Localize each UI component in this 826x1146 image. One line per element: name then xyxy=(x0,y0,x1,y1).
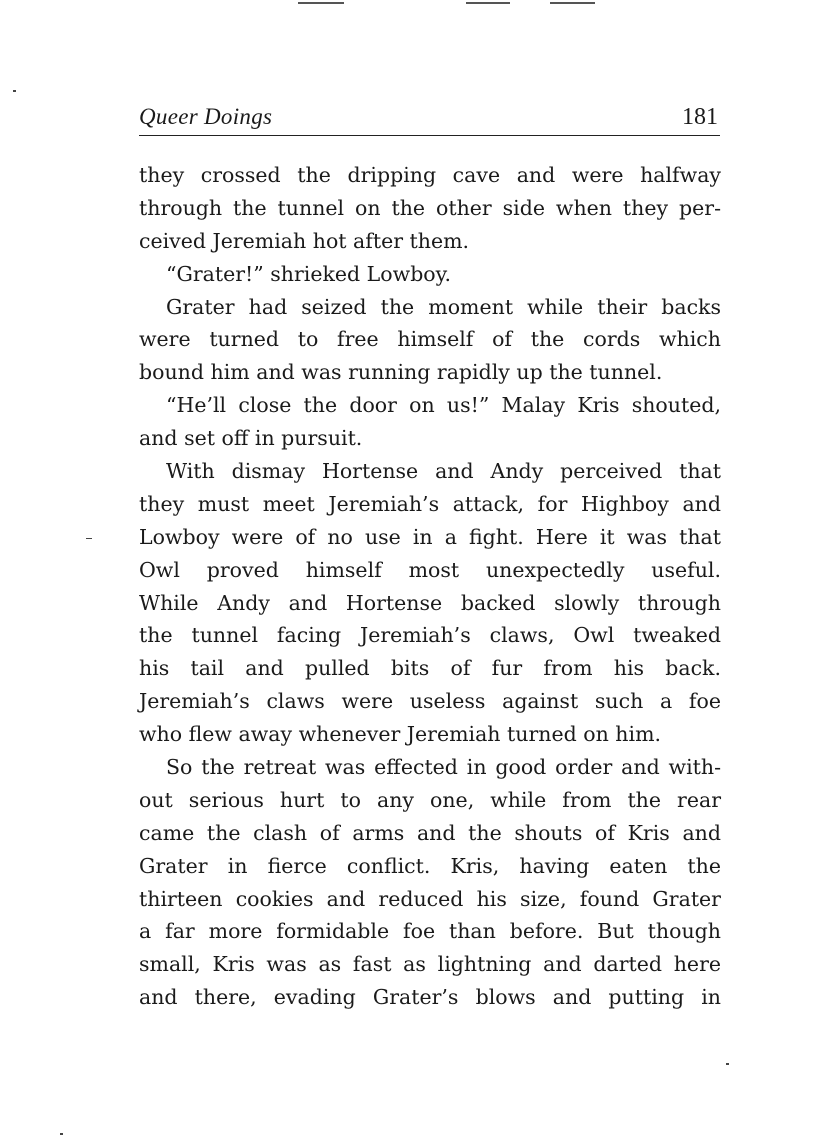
page-header xyxy=(139,103,720,136)
text-line: Jeremiah’s claws were useless against such a foe xyxy=(139,689,721,714)
text-line: were turned to free himself of the cords which xyxy=(139,327,721,352)
scan-speck xyxy=(726,1063,729,1065)
text-line: who flew away whenever Jeremiah turned on him. xyxy=(139,722,662,747)
text-line: While Andy and Hortense backed slowly through xyxy=(139,590,721,615)
text-line: through the tunnel on the other side when they per- xyxy=(139,195,721,220)
text-line: “Grater!” shrieked Lowboy. xyxy=(166,261,452,286)
top-edge-marks xyxy=(0,0,826,6)
text-line: Grater in fierce conflict. Kris, having eaten the xyxy=(139,853,721,878)
body-text xyxy=(139,159,721,1014)
running-head: Queer Doings xyxy=(139,104,273,129)
text-line: ceived Jeremiah hot after them. xyxy=(139,228,470,253)
text-line: and there, evading Grater’s blows and putting in xyxy=(139,985,721,1010)
text-line: thirteen cookies and reduced his size, found Grater xyxy=(139,886,721,911)
text-line: Lowboy were of no use in a fight. Here it was that xyxy=(139,524,721,549)
page-number: 181 xyxy=(682,104,718,130)
text-line: With dismay Hortense and Andy perceived that xyxy=(166,459,721,484)
text-line: Owl proved himself most unexpectedly useful. xyxy=(139,557,721,582)
text-line: they crossed the dripping cave and were halfway xyxy=(139,163,721,187)
text-line: out serious hurt to any one, while from the rear xyxy=(139,787,721,812)
text-line: the tunnel facing Jeremiah’s claws, Owl tweaked xyxy=(139,623,721,648)
text-line: Grater had seized the moment while their backs xyxy=(166,294,721,319)
text-line: and set off in pursuit. xyxy=(139,426,363,451)
scan-speck xyxy=(86,538,92,539)
edge-mark xyxy=(466,2,510,4)
text-line: “He’ll close the door on us!” Malay Kris shouted, xyxy=(166,393,721,418)
text-line: So the retreat was effected in good order and with- xyxy=(166,755,721,780)
edge-mark xyxy=(550,2,595,4)
text-line: bound him and was running rapidly up the tunnel. xyxy=(139,360,663,385)
edge-mark xyxy=(298,2,344,4)
text-line: they must meet Jeremiah’s attack, for Highboy and xyxy=(139,491,721,516)
scan-speck xyxy=(60,1133,63,1135)
text-line: his tail and pulled bits of fur from his back. xyxy=(139,656,721,681)
text-line: small, Kris was as fast as lightning and darted here xyxy=(139,952,721,977)
text-line: came the clash of arms and the shouts of Kris and xyxy=(139,820,721,845)
scan-speck xyxy=(13,90,16,92)
text-line: a far more formidable foe than before. But though xyxy=(139,919,721,944)
